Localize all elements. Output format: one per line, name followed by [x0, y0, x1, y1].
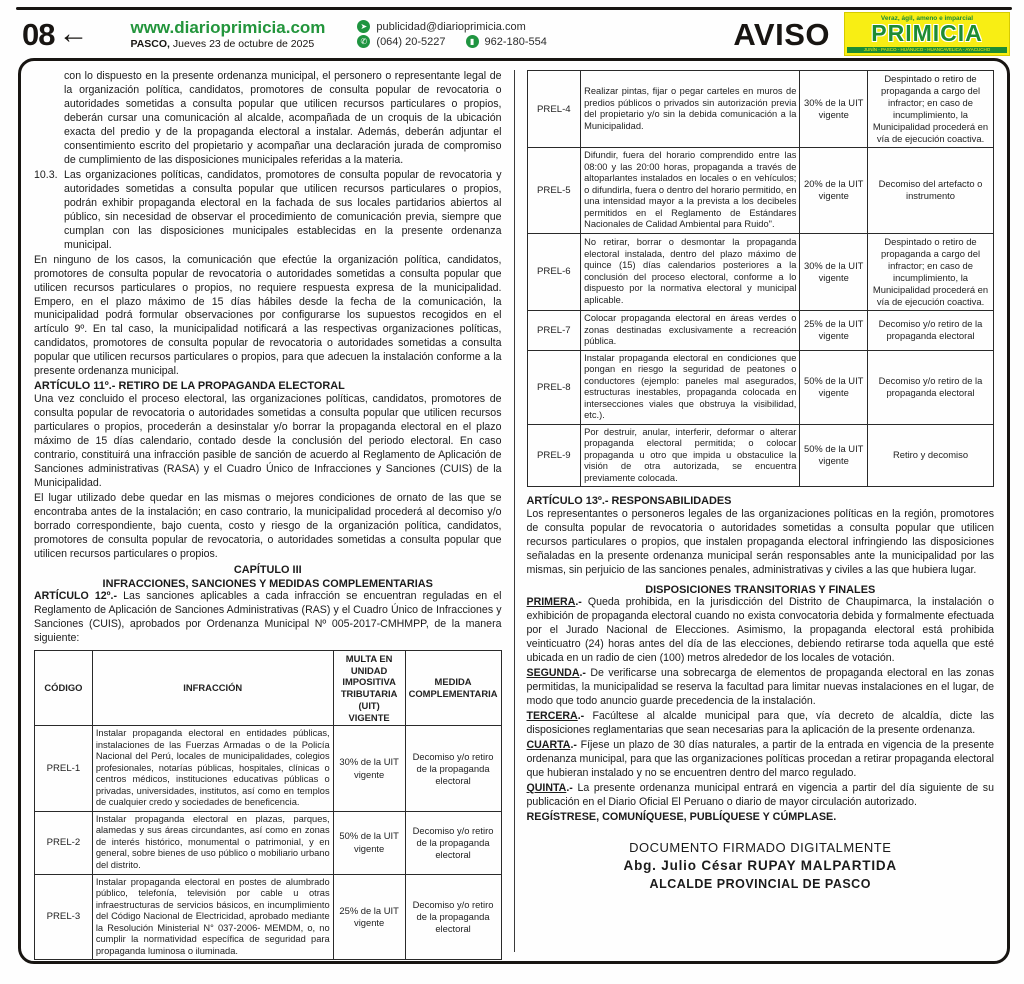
infraction-fine: 25% de la UIT vigente [333, 874, 405, 960]
header-codigo: CÓDIGO [35, 650, 93, 726]
infraction-code: PREL-2 [35, 811, 93, 874]
contact-phones-row [357, 35, 547, 48]
table-row [527, 148, 994, 234]
logo-name: PRIMICIA [871, 20, 983, 47]
left-arrow-icon: ← [58, 17, 89, 50]
table-row [35, 811, 502, 874]
phone-icon: ✆ [357, 35, 370, 48]
registrese-line: REGÍSTRESE, COMUNÍQUESE, PUBLÍQUESE Y CÚMPLASE. [526, 810, 837, 823]
infraction-measure: Decomiso y/o retiro de la propaganda electoral [868, 350, 994, 424]
infraction-code: PREL-1 [35, 726, 93, 812]
infraction-fine: 25% de la UIT vigente [800, 310, 868, 350]
table-row [527, 350, 994, 424]
articulo-12-paragraph [34, 590, 502, 646]
disposicion-text: Fíjese un plazo de 30 días naturales, a partir de la entrada en vigencia de la presente ordenanza municipal, para que las organizaciones políticas procedan a retirar propaganda electoral que hubieran instalado y no se encuentren dentro del marco regulado. [526, 738, 994, 779]
infraction-measure: Decomiso y/o retiro de la propaganda electoral [405, 874, 501, 960]
infraction-description: Instalar propaganda electoral en condiciones que pongan en riesgo la seguridad de peatones o conductores (ejemplo: paneles mal asegurados, estructuras inestables, propaganda colocada en intersecciones viales que obstruya la visibilidad, etc.). [581, 350, 800, 424]
disposicion-lead: PRIMERA [526, 596, 576, 609]
capitulo-heading: CAPÍTULO III [233, 563, 302, 576]
item-number: 10.3. [34, 168, 58, 181]
paragraph-el-lugar: El lugar utilizado debe quedar en las mismas o mejores condiciones de ornato de las que se encontraba antes de la instalación; en caso contrario, la municipalidad procederá al decomiso y/o borrado correspondiente, bajo cuenta, costo y riesgo de la organización política, candidatos, promotores de consulta popular de revocatoria, o autoridades sometidas a consulta popular que utilicen recursos particulares o propios. [34, 492, 502, 560]
table-row [527, 71, 994, 148]
disposicion-segunda [527, 667, 995, 709]
page-number: 08 [22, 16, 55, 52]
table-row [527, 424, 994, 487]
infraction-fine: 50% de la UIT vigente [800, 350, 868, 424]
infraction-description: Por destruir, anular, interferir, deformar o alterar propaganda electoral permitida; o colocar propaganda u otro que impida u obstaculice la visión de otra autorizada, se encuentra previamente colocada. [581, 424, 800, 487]
disposicion-lead: TERCERA [526, 709, 578, 722]
infraction-code: PREL-8 [527, 350, 581, 424]
contact-email: publicidad@diarioprimicia.com [376, 20, 526, 33]
articulo-13-text: Los representantes o personeros legales de las organizaciones políticas en la región, promotores de consulta popular de revocatoria o autoridades sometidas a consulta popular que utilicen recursos particulares o propios, que instalen propaganda electoral infringiendo las disposiciones señaladas en la presente ordenanza municipal serán responsables ante la municipalidad por las mismas, sin perjuicio de las sanciones penales, administrativas y civiles a las que hubiera lugar. [526, 508, 994, 577]
infraction-measure: Despintado o retiro de propaganda a cargo del infractor; en caso de incumplimiento, la Municipalidad procederá en vía de ejecución coactiva. [868, 71, 994, 148]
website-url: www.diarioprimicia.com [130, 17, 326, 37]
infraction-code: PREL-5 [527, 148, 581, 234]
disposicion-sep: .- [566, 781, 573, 794]
capitulo-subheading: INFRACCIONES, SANCIONES Y MEDIDAS COMPLEMENTARIAS [102, 577, 433, 590]
infraction-fine: 30% de la UIT vigente [800, 233, 868, 310]
top-divider [16, 7, 1012, 10]
section-title: AVISO [733, 16, 830, 52]
articulo-12-lead: ARTÍCULO 12º.- [34, 589, 118, 602]
edition-city: PASCO, [130, 38, 170, 51]
articulo-12-text: Las sanciones aplicables a cada infracción se encuentran reguladas en el Reglamento de Aplicación de Sanciones Administrativas (RAS) y el Cuadro Único de Infracciones y Sanciones (CUIS), aprobados por Ordenanza Municipal Nº 005-2017-CMHMPP, de la manera siguiente: [34, 589, 502, 644]
disposicion-lead: CUARTA [526, 738, 571, 751]
edition-date: Jueves 23 de octubre de 2025 [172, 38, 315, 51]
signature-block [527, 839, 995, 894]
logo-tagline: Veraz, ágil, ameno e imparcial [880, 15, 974, 23]
item-text: Las organizaciones políticas, candidatos, promotores de consulta popular de revocatoria y autoridades sometidas a consulta popular que utilicen recursos particulares o propios, podrán exhibir propaganda electoral en la fachada de sus locales partidarios abiertos al público, sin necesidad de observar el procedimiento de comunicación previa, siempre que cumplan con las disposiciones municipales establecidas en la presente ordenanza municipal. [64, 168, 502, 251]
infraction-code: PREL-6 [527, 233, 581, 310]
infraction-measure: Despintado o retiro de propaganda a cargo del infractor; en caso de incumplimiento, la Municipalidad procederá en vía de ejecución coactiva. [868, 233, 994, 310]
infraction-description: Instalar propaganda electoral en postes de alumbrado público, telefonía, televisión por cable u otras infraestructuras de servicios básicos, en incumplimiento del Código Nacional de Electricidad, aprobado mediante la Resolución Ministerial N° 037-2006- MEMDM, o, no cumplir la normatividad específica de seguridad para propaganda luminosa o iluminada. [92, 874, 333, 960]
infraction-measure: Decomiso del artefacto o instrumento [868, 148, 994, 234]
table-row [527, 310, 994, 350]
contact-block [357, 20, 547, 48]
sanctions-table-right [527, 70, 995, 487]
column-divider [514, 70, 515, 952]
infraction-code: PREL-4 [527, 71, 581, 148]
header-infraccion: INFRACCIÓN [92, 650, 333, 726]
telegram-icon: ➤ [357, 20, 370, 33]
infraction-description: Instalar propaganda electoral en plazas, parques, alamedas y sus áreas circundantes, así como en zonas de interés histórico, monumental o patrimonial, y en general, sobre bienes de uso público o mobiliario urbano del distrito. [92, 811, 333, 874]
articulo-11-heading: ARTÍCULO 11º.- RETIRO DE LA PROPAGANDA ELECTORAL [34, 380, 345, 393]
infraction-description: Realizar pintas, fijar o pegar carteles en muros de predios públicos o privados sin autorización previa del propietario y/o sin la debida comunicación a la Municipalidad. [581, 71, 800, 148]
contact-mobile: 962-180-554 [484, 35, 547, 48]
infraction-fine: 50% de la UIT vigente [333, 811, 405, 874]
infraction-measure: Retiro y decomiso [868, 424, 994, 487]
disposicion-quinta [527, 782, 995, 810]
right-column [527, 70, 995, 952]
articulo-13-heading: ARTÍCULO 13º.- RESPONSABILIDADES [526, 495, 732, 508]
infraction-measure: Decomiso y/o retiro de la propaganda electoral [405, 811, 501, 874]
infraction-measure: Decomiso y/o retiro de la propaganda electoral [868, 310, 994, 350]
table-row [527, 233, 994, 310]
disposicion-text: Facúltese al alcalde municipal para que, vía decreto de alcaldía, dicte las disposiciones reglamentarias que sean necesarias para la aplicación de la presente ordenanza. [526, 709, 994, 736]
infraction-code: PREL-3 [35, 874, 93, 960]
header-multa: MULTA EN UNIDAD IMPOSITIVA TRIBUTARIA (UIT) VIGENTE [333, 650, 405, 726]
masthead-site-block [130, 18, 325, 51]
disposicion-lead: QUINTA [526, 781, 567, 794]
table-row [35, 874, 502, 960]
contact-email-row [357, 20, 547, 33]
table-header-row [35, 650, 502, 726]
infraction-measure: Decomiso y/o retiro de la propaganda electoral [405, 726, 501, 812]
infraction-description: No retirar, borrar o desmontar la propaganda electoral instalada, dentro del plazo máximo de quince (15) días calendarios posteriores a la conclusión del proceso electoral, conforme a lo dispuesto por la normativa electoral y municipal aplicable. [581, 233, 800, 310]
sanctions-table-left [34, 650, 502, 960]
disposicion-tercera [527, 710, 995, 738]
whatsapp-icon: ▮ [466, 35, 479, 48]
paragraph-una-vez: Una vez concluido el proceso electoral, las organizaciones políticas, candidatos, promotores de consulta popular de revocatoria o autoridades sometidas a consulta popular que utilicen recursos particulares o propios, procederán a desinstalar y/o borrar la propaganda electoral en el plazo máximo de 15 días calendario, contado desde la conclusión del periodo electoral. En caso contrario, constituirá una infracción pasible de sanción de acuerdo al Reglamento de Aplicación de Sanciones administrativas (RASA) y el Cuadro Único de Infracciones y Sanciones (CUIS) de la Municipalidad. [34, 393, 502, 490]
infraction-description: Difundir, fuera del horario comprendido entre las 08:00 y las 20:00 horas, propaganda a través de altoparlantes instalados en locales o en vehículos; o difundirla, fuera o dentro del horario permitido, en una intensidad mayor a la prevista a los decibeles permitidos en el Reglamento de Estándares Nacionales de Calidad Ambiental para Ruido". [581, 148, 800, 234]
disposicion-primera [527, 596, 995, 666]
header-medida: MEDIDA COMPLEMENTARIA [405, 650, 501, 726]
numbered-item-10-3 [34, 169, 502, 253]
disposicion-cuarta [527, 739, 995, 781]
logo-regions: JUNÍN - PASCO - HUÁNUCO - HUANCAVELICA - AYACUCHO [847, 47, 1007, 53]
infraction-fine: 30% de la UIT vigente [800, 71, 868, 148]
paragraph-en-ninguno: En ninguno de los casos, la comunicación que efectúe la organización política, candidatos, promotores de consulta popular de revocatoria o autoridades sometidas a consulta popular que utilicen recursos particulares o propios, no requiere respuesta expresa de la municipalidad. Empero, en el plazo máximo de 15 días hábiles desde la fecha de la comunicación, la municipalidad podrá formular observaciones por configurarse los supuestos recogidos en el artículo 9º. En tal caso, la municipalidad notificará a las respectivas organizaciones políticas, candidatos, promotores de consulta popular de revocatoria o autoridades sometidas a consulta popular que utilicen recursos particulares o propios, para que adecuen la instalación conforme a la presente ordenanza municipal. [34, 253, 502, 378]
primicia-logo [844, 12, 1010, 56]
infraction-description: Colocar propaganda electoral en áreas verdes o zonas destinadas exclusivamente a recreación pública. [581, 310, 800, 350]
disposicion-sep: .- [577, 709, 585, 722]
disposicion-sep: .- [579, 666, 586, 679]
infraction-code: PREL-7 [527, 310, 581, 350]
infraction-fine: 50% de la UIT vigente [800, 424, 868, 487]
infraction-fine: 20% de la UIT vigente [800, 148, 868, 234]
disposicion-text: De verificarse una sobrecarga de elementos de propaganda electoral en las zonas permitidas, la municipalidad se reserva la facultad para limitar nuevas instalaciones en el lugar, de modo que todo anuncio guarde precedencia de la instalación. [526, 666, 994, 707]
infraction-code: PREL-9 [527, 424, 581, 487]
disposiciones-heading: DISPOSICIONES TRANSITORIAS Y FINALES [645, 584, 876, 597]
page-header [22, 12, 1010, 56]
left-column [34, 70, 502, 956]
disposicion-text: La presente ordenanza municipal entrará en vigencia a partir del día siguiente de su publicación en el Diario Oficial El Peruano o diario de mayor circulación autorizado. [526, 781, 994, 808]
paragraph-continuation: con lo dispuesto en la presente ordenanza municipal, el personero o representante legal de la organización política, candidatos, promotores de consulta popular de revocatoria o autoridades sometidas a consulta popular que utilicen recursos particulares o propios, deberán cursar una comunicación al alcalde, acompañada de un croquis de la ubicación exacta del predio y de la propaganda electoral a instalar. Además, deberán adjuntar el consentimiento escrito del propietario y acompañar una declaración jurada de compromiso de cumplimiento de las disposiciones municipales referidas a la materia. [64, 70, 502, 166]
edition-location-date [130, 38, 325, 50]
disposicion-text: Queda prohibida, en la jurisdicción del Distrito de Chaupimarca, la instalación o exhibición de propaganda electoral cuando no exista convocatoria debida y formalmente efectuada por el Jurado Nacional de Elecciones. Asimismo, la propaganda electoral está prohibida veinticuatro (24) horas antes del día de las elecciones, debiendo retirarse toda aquella que esté ubicada en un radio de cien (100) metros alrededor de los locales de votación. [526, 596, 994, 664]
signer-name: Abg. Julio César RUPAY MALPARTIDA [623, 857, 897, 873]
signature-note: DOCUMENTO FIRMADO DIGITALMENTE [629, 839, 892, 855]
infraction-description: Instalar propaganda electoral en entidades públicas, instalaciones de las Fuerzas Armadas o de la Policía Nacional del Perú, locales de municipalidades, colegios profesionales, notarías públicas, hospitales, clínicas o centros médicos, instituciones educativas públicas o privadas, universidades, institutos, así como en templos de cualquier credo y sociedades de beneficencia. [92, 726, 333, 812]
disposicion-sep: .- [570, 738, 577, 751]
disposicion-sep: .- [575, 596, 582, 609]
contact-phone: (064) 20-5227 [376, 35, 446, 48]
signer-title: ALCALDE PROVINCIAL DE PASCO [649, 876, 871, 891]
disposicion-lead: SEGUNDA [526, 666, 580, 679]
infraction-fine: 30% de la UIT vigente [333, 726, 405, 812]
table-row [35, 726, 502, 812]
notice-body [18, 58, 1010, 964]
